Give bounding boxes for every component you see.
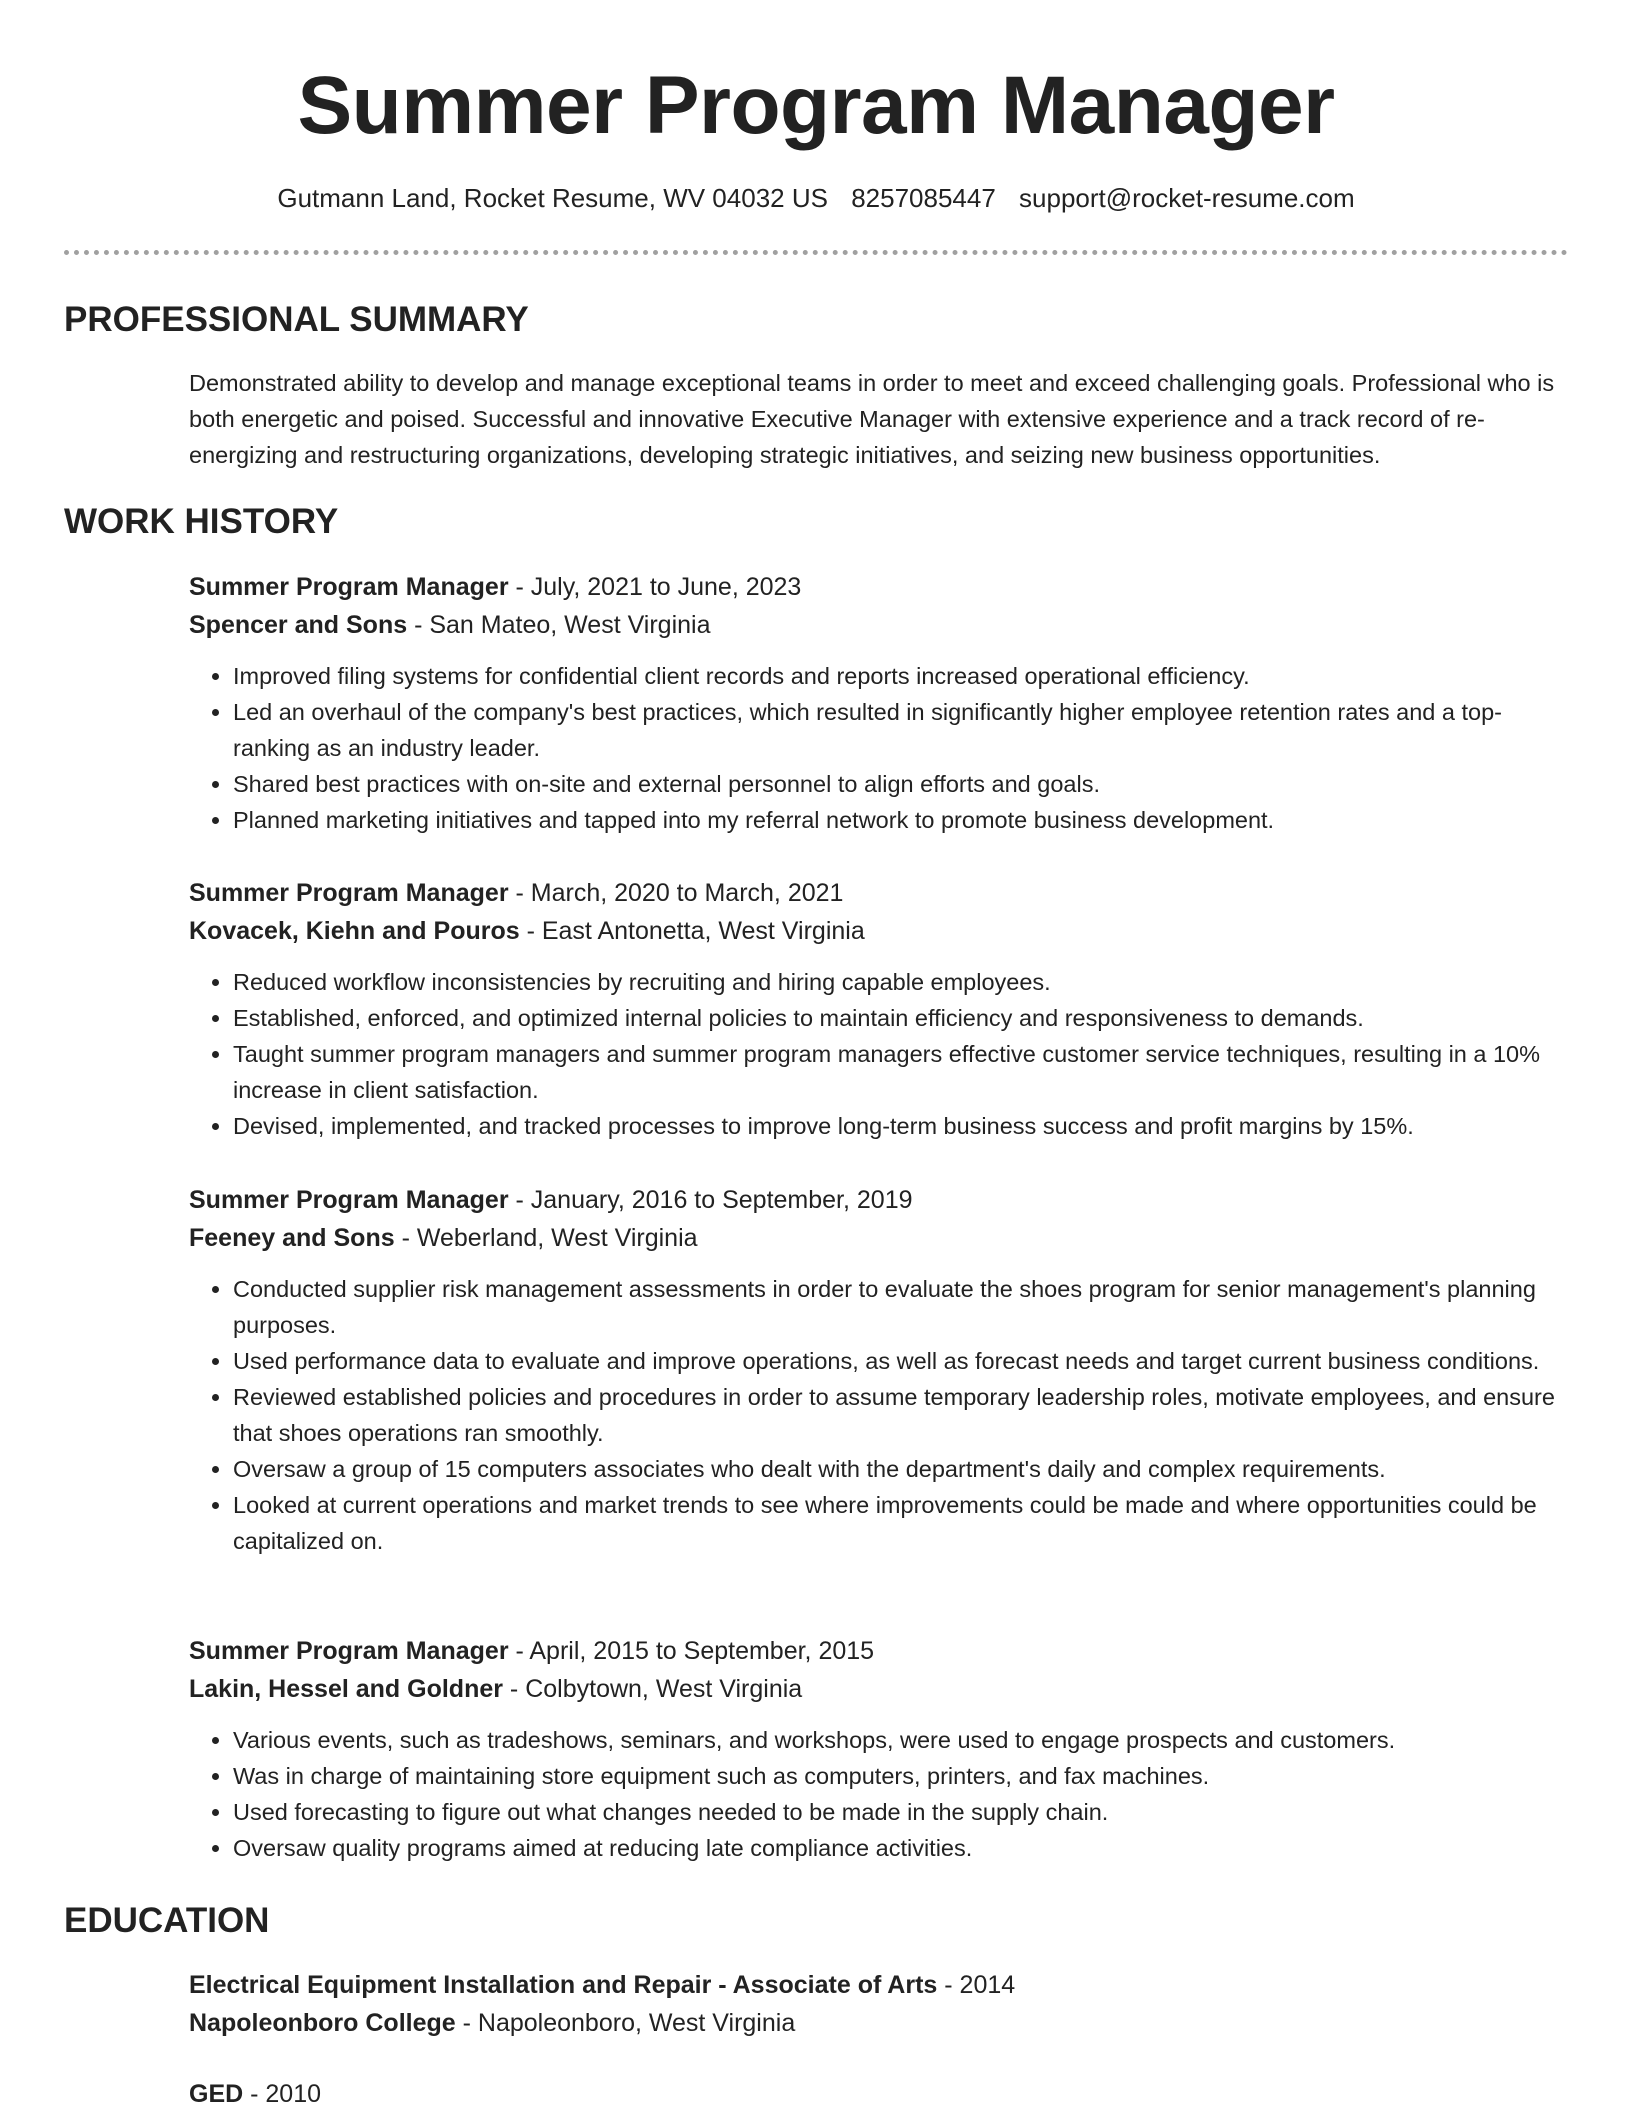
job-entry: [189, 1632, 1569, 1866]
job-location: - Colbytown, West Virginia: [502, 1675, 803, 1703]
job-entry: [189, 874, 1569, 1144]
job-bullet: • Established, enforced, and optimized internal policies to maintain efficiency and responsiveness to demands.: [233, 1000, 1569, 1036]
education-location: - Napoleonboro, West Virginia: [455, 2009, 796, 2037]
job-bullets: [189, 1271, 1569, 1559]
job-role: Summer Program Manager: [189, 573, 509, 601]
job-bullet: • Looked at current operations and market trends to see where improvements could be made and where opportunities could be capitalized on.: [233, 1487, 1569, 1559]
education-degree-line: [189, 2075, 1569, 2113]
job-company: Kovacek, Kiehn and Pouros: [189, 917, 520, 945]
job-bullet: • Various events, such as tradeshows, seminars, and workshops, were used to engage prospects and customers.: [233, 1722, 1569, 1758]
job-company-line: [189, 606, 1569, 644]
education-degree: Electrical Equipment Installation and Repair - Associate of Arts: [189, 1971, 938, 1999]
resume-name-title: Summer Program Manager: [297, 60, 1335, 151]
education-school: Napoleonboro College: [189, 2009, 456, 2037]
job-title-line: [189, 1181, 1569, 1219]
job-bullet: • Led an overhaul of the company's best practices, which resulted in significantly higher employee retention rates and a top-ranking as an industry leader.: [233, 694, 1569, 766]
job-bullet: • Conducted supplier risk management assessments in order to evaluate the shoes program for senior management's planning purposes.: [233, 1271, 1569, 1343]
job-role: Summer Program Manager: [189, 879, 509, 907]
job-title-line: [189, 568, 1569, 606]
job-dates: - March, 2020 to March, 2021: [508, 879, 844, 907]
job-bullet: • Reduced workflow inconsistencies by recruiting and hiring capable employees.: [233, 964, 1569, 1000]
contact-phone: 8257085447: [851, 183, 996, 213]
job-bullets: [189, 1722, 1569, 1866]
job-entry: [189, 568, 1569, 838]
job-company: Feeney and Sons: [189, 1224, 395, 1252]
education-year: - 2014: [937, 1971, 1016, 1999]
job-bullet: • Taught summer program managers and summer program managers effective customer service techniques, resulting in a 10% increase in client satisfaction.: [233, 1036, 1569, 1108]
job-dates: - January, 2016 to September, 2019: [508, 1186, 913, 1214]
education-year: - 2010: [243, 2080, 322, 2108]
education-entry: [189, 1966, 1569, 2042]
job-company-line: [189, 1670, 1569, 1708]
contact-email: support@rocket-resume.com: [1019, 183, 1355, 213]
job-bullets: [189, 658, 1569, 838]
job-title-line: [189, 1632, 1569, 1670]
job-bullet: • Planned marketing initiatives and tapped into my referral network to promote business development.: [233, 802, 1569, 838]
education-entry: [189, 2075, 1569, 2113]
job-bullet: • Improved filing systems for confidential client records and reports increased operational efficiency.: [233, 658, 1569, 694]
summary-text: Demonstrated ability to develop and manage exceptional teams in order to meet and exceed challenging goals. Professional who is both energetic and poised. Successful and innovative Executive Manager with extensive experience and a track record of re-energizing and restructuring organizations, developing strategic initiatives, and seizing new business opportunities.: [189, 370, 1555, 468]
section-title-work-history: WORK HISTORY: [64, 502, 339, 541]
job-dates: - July, 2021 to June, 2023: [508, 573, 802, 601]
job-bullet: • Oversaw quality programs aimed at reducing late compliance activities.: [233, 1830, 1569, 1866]
job-location: - Weberland, West Virginia: [394, 1224, 698, 1252]
job-bullet: • Oversaw a group of 15 computers associates who dealt with the department's daily and complex requirements.: [233, 1451, 1569, 1487]
job-company: Spencer and Sons: [189, 611, 408, 639]
job-dates: - April, 2015 to September, 2015: [508, 1637, 875, 1665]
job-title-line: [189, 874, 1569, 912]
job-role: Summer Program Manager: [189, 1637, 509, 1665]
job-bullets: [189, 964, 1569, 1144]
header-divider: [64, 250, 1568, 255]
education-degree: GED: [189, 2080, 244, 2108]
job-bullet: • Devised, implemented, and tracked processes to improve long-term business success and profit margins by 15%.: [233, 1108, 1569, 1144]
education-degree-line: [189, 1966, 1569, 2004]
section-title-education: EDUCATION: [64, 1901, 270, 1940]
job-role: Summer Program Manager: [189, 1186, 509, 1214]
job-company: Lakin, Hessel and Goldner: [189, 1675, 503, 1703]
section-title-summary: PROFESSIONAL SUMMARY: [64, 300, 529, 339]
job-company-line: [189, 912, 1569, 950]
education-school-line: [189, 2004, 1569, 2042]
job-location: - San Mateo, West Virginia: [407, 611, 711, 639]
job-bullet: • Used forecasting to figure out what changes needed to be made in the supply chain.: [233, 1794, 1569, 1830]
job-entry: [189, 1181, 1569, 1559]
job-bullet: • Used performance data to evaluate and improve operations, as well as forecast needs and target current business conditions.: [233, 1343, 1569, 1379]
contact-line: [0, 180, 1632, 216]
job-location: - East Antonetta, West Virginia: [519, 917, 865, 945]
job-company-line: [189, 1219, 1569, 1257]
job-bullet: • Shared best practices with on-site and external personnel to align efforts and goals.: [233, 766, 1569, 802]
job-bullet: • Was in charge of maintaining store equipment such as computers, printers, and fax machines.: [233, 1758, 1569, 1794]
job-bullet: • Reviewed established policies and procedures in order to assume temporary leadership roles, motivate employees, and ensure that shoes operations ran smoothly.: [233, 1379, 1569, 1451]
contact-address: Gutmann Land, Rocket Resume, WV 04032 US: [277, 183, 828, 213]
